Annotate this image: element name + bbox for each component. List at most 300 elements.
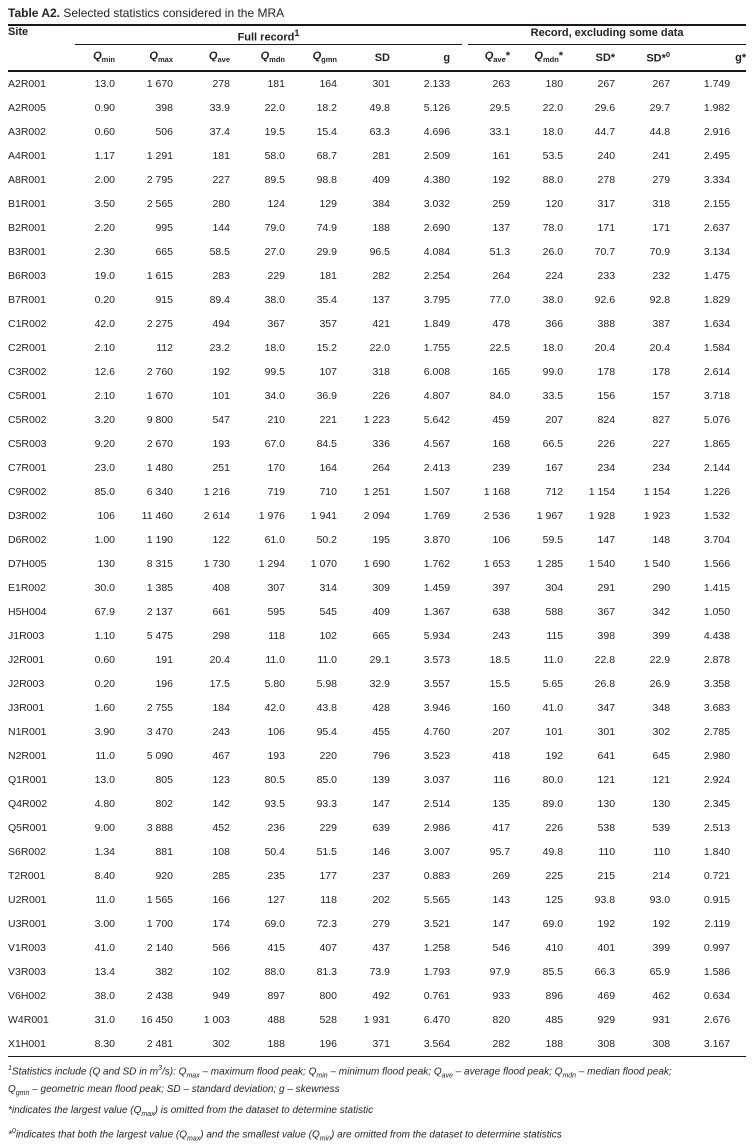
value-cell: 881 bbox=[155, 846, 173, 858]
value-cell: 3.523 bbox=[423, 750, 451, 762]
site-cell: Q5R001 bbox=[8, 822, 48, 834]
value-cell: 0.20 bbox=[94, 294, 115, 306]
value-cell: 220 bbox=[319, 750, 337, 762]
value-cell: 170 bbox=[267, 462, 285, 474]
value-cell: 1.475 bbox=[703, 270, 731, 282]
value-cell: 1.840 bbox=[703, 846, 731, 858]
value-cell: 37.4 bbox=[209, 126, 230, 138]
value-cell: 278 bbox=[212, 78, 230, 90]
value-cell: 6 340 bbox=[146, 486, 173, 498]
value-cell: 127 bbox=[267, 894, 285, 906]
value-cell: 99.0 bbox=[542, 366, 564, 378]
value-cell: 2 481 bbox=[146, 1038, 173, 1050]
site-cell: C9R002 bbox=[8, 486, 47, 498]
value-cell: 2.20 bbox=[94, 222, 115, 234]
value-cell: 805 bbox=[155, 774, 173, 786]
site-cell: H5H004 bbox=[8, 606, 47, 618]
value-cell: 65.9 bbox=[649, 966, 671, 978]
value-cell: 1 670 bbox=[146, 78, 173, 90]
value-cell: 15.2 bbox=[316, 342, 337, 354]
value-cell: 1 154 bbox=[588, 486, 616, 498]
value-cell: 44.8 bbox=[649, 126, 671, 138]
value-cell: 26.8 bbox=[594, 678, 616, 690]
value-cell: 193 bbox=[267, 750, 285, 762]
value-cell: 225 bbox=[545, 870, 564, 882]
value-cell: 5.076 bbox=[703, 414, 731, 426]
value-cell: 239 bbox=[492, 462, 511, 474]
value-cell: 67.9 bbox=[94, 606, 115, 618]
table-row bbox=[8, 144, 746, 168]
value-cell: 1 540 bbox=[643, 558, 671, 570]
value-cell: 1 291 bbox=[146, 150, 173, 162]
column-header-row bbox=[8, 45, 746, 71]
footnote: $^1$Statistics include (Q and SD in $m^3/s$): $Q_{max}$ – maximum flood peak; $Q_{min}$ – minimum flood peak; $Q_{ave}$ – average flood peak; $Q_{mdn}$ – median flood peak; $Q_{gmn}$ – geometric mean flood peak; SD – standard deviation; g – skewness bbox=[8, 1065, 672, 1098]
table-row bbox=[8, 240, 746, 264]
value-cell: 459 bbox=[492, 414, 511, 426]
value-cell: 1 480 bbox=[146, 462, 173, 474]
value-cell: 5.934 bbox=[423, 630, 451, 642]
table-row bbox=[8, 912, 746, 936]
value-cell: 233 bbox=[597, 270, 616, 282]
value-cell: 130 bbox=[597, 798, 616, 810]
value-cell: 3.946 bbox=[423, 702, 451, 714]
value-cell: 19.5 bbox=[264, 126, 285, 138]
value-cell: 5 475 bbox=[146, 630, 173, 642]
site-cell: Q4R002 bbox=[8, 798, 48, 810]
value-cell: 167 bbox=[545, 462, 564, 474]
table-row bbox=[8, 864, 746, 888]
value-cell: 280 bbox=[212, 198, 230, 210]
value-cell: 125 bbox=[545, 894, 564, 906]
value-cell: 23.0 bbox=[94, 462, 115, 474]
value-cell: 192 bbox=[212, 366, 230, 378]
site-cell: B7R001 bbox=[8, 294, 46, 306]
footnotes bbox=[8, 1062, 748, 1147]
value-cell: 26.9 bbox=[649, 678, 671, 690]
value-cell: 115 bbox=[546, 630, 564, 642]
value-cell: 494 bbox=[212, 318, 230, 330]
value-cell: 5.565 bbox=[423, 894, 451, 906]
value-cell: 5.98 bbox=[316, 678, 337, 690]
value-cell: 408 bbox=[212, 582, 230, 594]
value-cell: 318 bbox=[372, 366, 390, 378]
value-cell: 2 137 bbox=[146, 606, 173, 618]
value-cell: 5.126 bbox=[423, 102, 451, 114]
column-header: $Q_{mdn}$ bbox=[230, 45, 285, 71]
value-cell: 1 730 bbox=[203, 558, 230, 570]
site-column-header: Site bbox=[8, 25, 75, 71]
value-cell: 49.8 bbox=[369, 102, 390, 114]
value-cell: 2.513 bbox=[703, 822, 731, 834]
table-row bbox=[8, 1032, 746, 1057]
value-cell: 20.4 bbox=[209, 654, 230, 666]
value-cell: 2 536 bbox=[483, 510, 511, 522]
site-cell: J2R003 bbox=[8, 678, 45, 690]
value-cell: 2 760 bbox=[146, 366, 173, 378]
value-cell: 437 bbox=[372, 942, 390, 954]
value-cell: 193 bbox=[212, 438, 230, 450]
site-cell: J3R001 bbox=[8, 702, 45, 714]
value-cell: 2.785 bbox=[703, 726, 731, 738]
value-cell: 19.0 bbox=[94, 270, 115, 282]
value-cell: 42.0 bbox=[94, 318, 115, 330]
value-cell: 11.0 bbox=[95, 894, 115, 906]
value-cell: 157 bbox=[652, 390, 671, 402]
value-cell: 110 bbox=[598, 846, 616, 858]
value-cell: 234 bbox=[652, 462, 671, 474]
value-cell: 61.0 bbox=[264, 534, 285, 546]
value-cell: 2.878 bbox=[703, 654, 731, 666]
table-body bbox=[8, 71, 746, 1057]
value-cell: 2 275 bbox=[146, 318, 173, 330]
value-cell: 719 bbox=[267, 486, 285, 498]
site-cell: D7H005 bbox=[8, 558, 47, 570]
value-cell: 0.915 bbox=[703, 894, 731, 906]
value-cell: 371 bbox=[372, 1038, 390, 1050]
value-cell: 2.00 bbox=[94, 174, 115, 186]
value-cell: 195 bbox=[372, 534, 390, 546]
value-cell: 49.8 bbox=[542, 846, 564, 858]
value-cell: 278 bbox=[597, 174, 616, 186]
value-cell: 467 bbox=[212, 750, 230, 762]
value-cell: 5.80 bbox=[264, 678, 285, 690]
value-cell: 227 bbox=[212, 174, 230, 186]
value-cell: 156 bbox=[597, 390, 616, 402]
value-cell: 192 bbox=[492, 174, 511, 186]
value-cell: 121 bbox=[652, 774, 671, 786]
value-cell: 298 bbox=[212, 630, 230, 642]
table-row bbox=[8, 192, 746, 216]
value-cell: 2.916 bbox=[703, 126, 731, 138]
table-row bbox=[8, 288, 746, 312]
site-cell: C5R003 bbox=[8, 438, 47, 450]
site-cell: A4R001 bbox=[8, 150, 46, 162]
value-cell: 85.0 bbox=[94, 486, 115, 498]
value-cell: 164 bbox=[319, 78, 337, 90]
value-cell: 9.20 bbox=[94, 438, 115, 450]
value-cell: 309 bbox=[372, 582, 390, 594]
value-cell: 1.566 bbox=[703, 558, 731, 570]
value-cell: 135 bbox=[492, 798, 511, 810]
site-cell: B1R001 bbox=[8, 198, 46, 210]
value-cell: 85.5 bbox=[542, 966, 564, 978]
column-header: $Q_{min}$ bbox=[75, 45, 115, 71]
site-cell: S6R002 bbox=[8, 846, 46, 858]
value-cell: 0.20 bbox=[94, 678, 115, 690]
value-cell: 2.676 bbox=[703, 1014, 731, 1026]
value-cell: 399 bbox=[652, 630, 671, 642]
value-cell: 1 154 bbox=[643, 486, 671, 498]
value-cell: 70.9 bbox=[649, 246, 671, 258]
value-cell: 407 bbox=[319, 942, 337, 954]
value-cell: 1 565 bbox=[146, 894, 173, 906]
value-cell: 3.90 bbox=[94, 726, 115, 738]
value-cell: 1.507 bbox=[423, 486, 451, 498]
value-cell: 165 bbox=[492, 366, 511, 378]
value-cell: 93.3 bbox=[316, 798, 337, 810]
value-cell: 528 bbox=[319, 1014, 337, 1026]
value-cell: 1.00 bbox=[94, 534, 115, 546]
value-cell: 1 540 bbox=[588, 558, 616, 570]
value-cell: 63.3 bbox=[369, 126, 390, 138]
value-cell: 827 bbox=[652, 414, 671, 426]
value-cell: 3.521 bbox=[423, 918, 451, 930]
value-cell: 146 bbox=[372, 846, 390, 858]
table-row bbox=[8, 648, 746, 672]
table-row bbox=[8, 384, 746, 408]
value-cell: 99.5 bbox=[264, 366, 285, 378]
site-cell: Q1R001 bbox=[8, 774, 48, 786]
value-cell: 641 bbox=[597, 750, 616, 762]
table-row bbox=[8, 840, 746, 864]
column-header: $Q_{ave}*$ bbox=[450, 45, 510, 71]
table-row bbox=[8, 71, 746, 96]
value-cell: 3.564 bbox=[423, 1038, 451, 1050]
value-cell: 0.883 bbox=[423, 870, 451, 882]
value-cell: 144 bbox=[212, 222, 230, 234]
value-cell: 85.0 bbox=[316, 774, 337, 786]
value-cell: 0.997 bbox=[703, 942, 731, 954]
table-row bbox=[8, 888, 746, 912]
table-row bbox=[8, 936, 746, 960]
value-cell: 8.40 bbox=[94, 870, 115, 882]
value-cell: 317 bbox=[597, 198, 616, 210]
value-cell: 207 bbox=[492, 726, 511, 738]
value-cell: 22.0 bbox=[542, 102, 564, 114]
value-cell: 1.60 bbox=[94, 702, 115, 714]
value-cell: 1.050 bbox=[703, 606, 731, 618]
value-cell: 2 795 bbox=[146, 174, 173, 186]
value-cell: 80.5 bbox=[264, 774, 285, 786]
site-cell: A3R002 bbox=[8, 126, 46, 138]
value-cell: 77.0 bbox=[489, 294, 511, 306]
value-cell: 235 bbox=[267, 870, 285, 882]
value-cell: 1.17 bbox=[94, 150, 115, 162]
value-cell: 820 bbox=[492, 1014, 511, 1026]
column-header: SD bbox=[337, 45, 390, 71]
value-cell: 0.60 bbox=[94, 654, 115, 666]
value-cell: 95.4 bbox=[316, 726, 337, 738]
value-cell: 263 bbox=[492, 78, 511, 90]
value-cell: 661 bbox=[212, 606, 230, 618]
value-cell: 3 888 bbox=[146, 822, 173, 834]
value-cell: 171 bbox=[652, 222, 671, 234]
value-cell: 1 385 bbox=[146, 582, 173, 594]
value-cell: 58.5 bbox=[209, 246, 230, 258]
value-cell: 26.0 bbox=[542, 246, 564, 258]
value-cell: 469 bbox=[597, 990, 616, 1002]
value-cell: 3.50 bbox=[94, 198, 115, 210]
value-cell: 2.155 bbox=[703, 198, 731, 210]
value-cell: 1 976 bbox=[258, 510, 285, 522]
value-cell: 11 460 bbox=[141, 510, 173, 522]
value-cell: 6.008 bbox=[423, 366, 451, 378]
column-header: $Q_{ave}$ bbox=[173, 45, 230, 71]
site-cell: C2R001 bbox=[8, 342, 47, 354]
value-cell: 5 090 bbox=[146, 750, 173, 762]
table-row bbox=[8, 264, 746, 288]
value-cell: 33.5 bbox=[542, 390, 564, 402]
value-cell: 226 bbox=[545, 822, 564, 834]
value-cell: 137 bbox=[372, 294, 390, 306]
value-cell: 92.6 bbox=[594, 294, 616, 306]
value-cell: 118 bbox=[320, 894, 337, 906]
value-cell: 259 bbox=[492, 198, 511, 210]
value-cell: 72.3 bbox=[316, 918, 337, 930]
value-cell: 18.5 bbox=[489, 654, 511, 666]
value-cell: 102 bbox=[212, 966, 230, 978]
value-cell: 79.0 bbox=[264, 222, 285, 234]
value-cell: 20.4 bbox=[649, 342, 671, 354]
value-cell: 3.334 bbox=[703, 174, 731, 186]
value-cell: 1 223 bbox=[363, 414, 390, 426]
site-cell: W4R001 bbox=[8, 1014, 49, 1026]
value-cell: 1.982 bbox=[703, 102, 731, 114]
value-cell: 1.762 bbox=[423, 558, 451, 570]
value-cell: 11.0 bbox=[95, 750, 115, 762]
site-cell: A2R001 bbox=[8, 78, 46, 90]
value-cell: 241 bbox=[652, 150, 671, 162]
value-cell: 207 bbox=[545, 414, 564, 426]
group-header-full-record-label: Full record$^1$ bbox=[75, 26, 462, 45]
value-cell: 66.5 bbox=[542, 438, 564, 450]
value-cell: 202 bbox=[372, 894, 390, 906]
value-cell: 398 bbox=[155, 102, 173, 114]
value-cell: 1.415 bbox=[703, 582, 731, 594]
value-cell: 84.0 bbox=[489, 390, 511, 402]
value-cell: 267 bbox=[597, 78, 616, 90]
value-cell: 301 bbox=[597, 726, 616, 738]
site-cell: V1R003 bbox=[8, 942, 46, 954]
site-cell: C5R002 bbox=[8, 414, 47, 426]
table-row bbox=[8, 672, 746, 696]
value-cell: 196 bbox=[319, 1038, 337, 1050]
value-cell: 42.0 bbox=[264, 702, 285, 714]
table-title bbox=[8, 5, 746, 24]
value-cell: 69.0 bbox=[264, 918, 285, 930]
value-cell: 192 bbox=[597, 918, 616, 930]
value-cell: 22.9 bbox=[649, 654, 671, 666]
value-cell: 101 bbox=[212, 390, 230, 402]
value-cell: 214 bbox=[652, 870, 671, 882]
group-header-excluding-data bbox=[450, 25, 746, 45]
value-cell: 645 bbox=[652, 750, 671, 762]
value-cell: 2.980 bbox=[703, 750, 731, 762]
value-cell: 1.829 bbox=[703, 294, 731, 306]
value-cell: 8.30 bbox=[94, 1038, 115, 1050]
value-cell: 3.683 bbox=[703, 702, 731, 714]
value-cell: 93.0 bbox=[649, 894, 671, 906]
value-cell: 366 bbox=[545, 318, 564, 330]
value-cell: 9 800 bbox=[146, 414, 173, 426]
value-cell: 1 070 bbox=[310, 558, 337, 570]
value-cell: 428 bbox=[372, 702, 390, 714]
value-cell: 116 bbox=[493, 774, 511, 786]
statistics-table bbox=[8, 24, 746, 1057]
value-cell: 129 bbox=[319, 198, 337, 210]
value-cell: 232 bbox=[652, 270, 671, 282]
value-cell: 137 bbox=[492, 222, 511, 234]
value-cell: 3.037 bbox=[423, 774, 451, 786]
value-cell: 302 bbox=[652, 726, 671, 738]
value-cell: 121 bbox=[597, 774, 616, 786]
value-cell: 485 bbox=[545, 1014, 564, 1026]
value-cell: 2.614 bbox=[703, 366, 731, 378]
value-cell: 2 614 bbox=[203, 510, 230, 522]
value-cell: 347 bbox=[597, 702, 616, 714]
value-cell: 417 bbox=[492, 822, 511, 834]
value-cell: 178 bbox=[597, 366, 616, 378]
table-row bbox=[8, 576, 746, 600]
value-cell: 221 bbox=[319, 414, 337, 426]
value-cell: 236 bbox=[267, 822, 285, 834]
value-cell: 3.870 bbox=[423, 534, 451, 546]
value-cell: 638 bbox=[492, 606, 511, 618]
value-cell: 15.5 bbox=[489, 678, 511, 690]
value-cell: 1 941 bbox=[310, 510, 337, 522]
value-cell: 915 bbox=[155, 294, 173, 306]
value-cell: 11.0 bbox=[317, 654, 337, 666]
value-cell: 110 bbox=[653, 846, 671, 858]
value-cell: 22.5 bbox=[489, 342, 511, 354]
value-cell: 229 bbox=[267, 270, 285, 282]
value-cell: 1.258 bbox=[423, 942, 451, 954]
value-cell: 243 bbox=[492, 630, 511, 642]
value-cell: 920 bbox=[155, 870, 173, 882]
value-cell: 566 bbox=[212, 942, 230, 954]
value-cell: 2.10 bbox=[94, 390, 115, 402]
value-cell: 147 bbox=[372, 798, 390, 810]
value-cell: 139 bbox=[372, 774, 390, 786]
value-cell: 120 bbox=[545, 198, 564, 210]
site-cell: C5R001 bbox=[8, 390, 47, 402]
table-row bbox=[8, 360, 746, 384]
table-row bbox=[8, 552, 746, 576]
value-cell: 17.5 bbox=[209, 678, 230, 690]
value-cell: 53.5 bbox=[542, 150, 564, 162]
value-cell: 415 bbox=[267, 942, 285, 954]
value-cell: 3.007 bbox=[423, 846, 451, 858]
site-cell: C1R002 bbox=[8, 318, 47, 330]
site-cell: U2R001 bbox=[8, 894, 47, 906]
value-cell: 4.80 bbox=[94, 798, 115, 810]
value-cell: 178 bbox=[652, 366, 671, 378]
value-cell: 68.7 bbox=[316, 150, 337, 162]
value-cell: 251 bbox=[212, 462, 230, 474]
value-cell: 2.637 bbox=[703, 222, 731, 234]
value-cell: 8 315 bbox=[146, 558, 173, 570]
value-cell: 93.8 bbox=[594, 894, 616, 906]
table-row bbox=[8, 408, 746, 432]
value-cell: 1.10 bbox=[94, 630, 115, 642]
value-cell: 401 bbox=[597, 942, 616, 954]
value-cell: 148 bbox=[652, 534, 671, 546]
table-row bbox=[8, 600, 746, 624]
value-cell: 1.849 bbox=[423, 318, 451, 330]
value-cell: 2 140 bbox=[146, 942, 173, 954]
value-cell: 308 bbox=[597, 1038, 616, 1050]
value-cell: 38.0 bbox=[94, 990, 115, 1002]
value-cell: 1.865 bbox=[703, 438, 731, 450]
table-row bbox=[8, 432, 746, 456]
value-cell: 6.470 bbox=[423, 1014, 451, 1026]
value-cell: 995 bbox=[155, 222, 173, 234]
value-cell: 1.769 bbox=[423, 510, 451, 522]
value-cell: 181 bbox=[267, 78, 285, 90]
value-cell: 2.986 bbox=[423, 822, 451, 834]
value-cell: 1 168 bbox=[483, 486, 511, 498]
value-cell: 32.9 bbox=[369, 678, 390, 690]
